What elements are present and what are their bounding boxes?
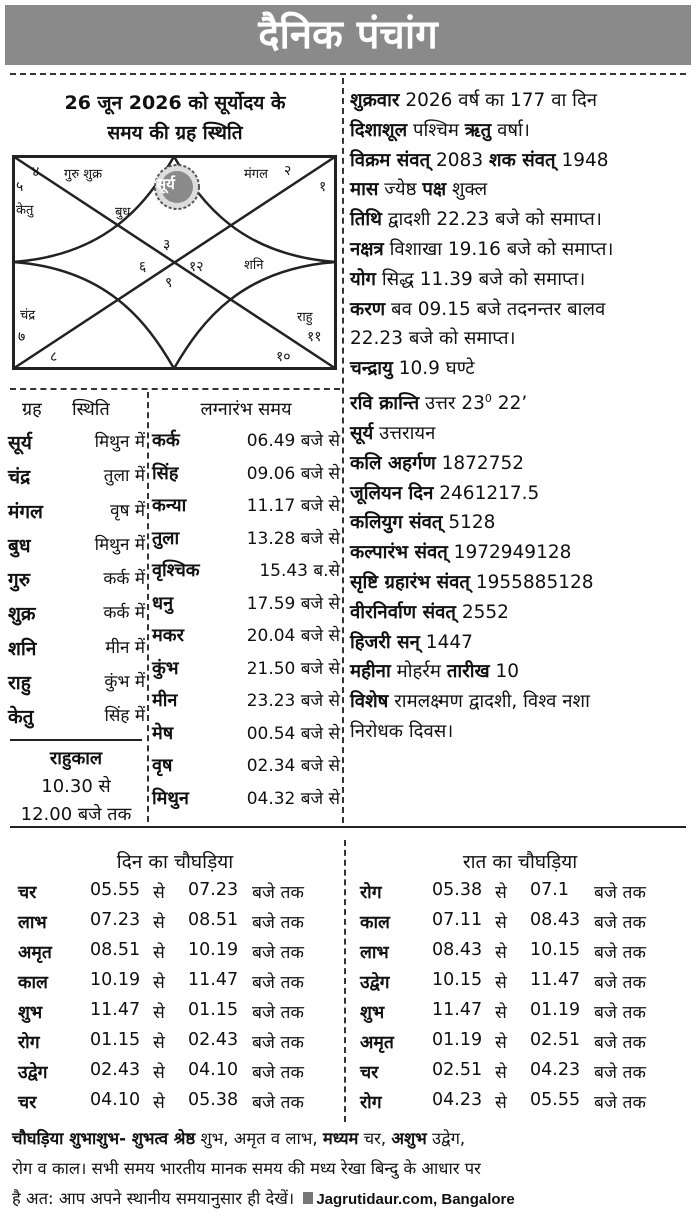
muhurat-name: रोग xyxy=(360,1093,382,1113)
se-label: से xyxy=(495,973,507,993)
start-time: 07.11 xyxy=(432,910,483,930)
day-title: दिन का चौघड़िया xyxy=(116,851,234,873)
rashi-name: धनु xyxy=(152,592,174,614)
footer-line: रोग व काल। सभी समय भारतीय मानक समय की मध्य रेखा बिन्दु के आधार पर xyxy=(12,1159,481,1178)
rashi-name: कर्क xyxy=(152,430,180,451)
graha-row xyxy=(8,596,145,630)
lagna-row xyxy=(152,685,340,718)
lagna-row xyxy=(152,490,340,523)
start-time: 07.23 xyxy=(90,910,141,930)
detail-line: जूलियन दिन 2461217.5 xyxy=(350,482,540,504)
planet-name: शनि xyxy=(8,637,37,660)
chaughadiya-row xyxy=(10,938,340,968)
graha-row xyxy=(8,528,145,562)
house-number: १२ xyxy=(189,259,204,275)
chaughadiya-row xyxy=(10,1058,340,1088)
lagna-time: 13.28 बजे से xyxy=(246,528,340,549)
planet-sign: तुला में xyxy=(103,466,145,487)
planet-label: शनि xyxy=(244,258,264,273)
detail-line: 22.23 बजे को समाप्त। xyxy=(350,328,516,350)
chaughadiya-row xyxy=(352,968,688,998)
graha-table xyxy=(8,397,145,734)
lagna-time: 06.49 बजे से xyxy=(246,431,340,451)
graha-row xyxy=(8,425,145,459)
muhurat-name: लाभ xyxy=(18,913,47,933)
start-time: 05.38 xyxy=(432,880,483,900)
lagna-time: 21.50 बजे से xyxy=(246,658,340,679)
house-number: ६ xyxy=(139,259,147,275)
planet-label: राहु xyxy=(297,310,313,325)
tak-label: बजे तक xyxy=(252,1033,304,1053)
start-time: 08.43 xyxy=(432,940,483,960)
se-label: से xyxy=(495,1003,507,1023)
detail-line: वीरनिर्वाण संवत् 2552 xyxy=(350,601,509,623)
divider xyxy=(10,826,686,828)
start-time: 04.23 xyxy=(432,1090,483,1110)
planet-sign: कर्क में xyxy=(103,569,145,590)
start-time: 01.19 xyxy=(432,1030,483,1050)
planet-name: सूर्य xyxy=(8,432,32,454)
planet-sign: मिथुन में xyxy=(94,534,145,555)
start-time: 01.15 xyxy=(90,1030,141,1050)
detail-line: सृष्टि ग्रहारंभ संवत् 1955885128 xyxy=(350,571,594,593)
footer-line: है अत: आप अपने स्थानीय समयानुसार ही देखें। Jagrutidaur.com, Bangalore xyxy=(12,1189,515,1208)
rashi-name: मीन xyxy=(152,690,178,711)
muhurat-name: रोग xyxy=(18,1033,40,1053)
tak-label: बजे तक xyxy=(252,973,304,993)
chaughadiya-row xyxy=(10,908,340,938)
lagna-time: 04.32 बजे से xyxy=(246,788,340,809)
rashi-name: कन्या xyxy=(152,495,187,516)
divider xyxy=(10,73,686,75)
lagna-time: 17.59 बजे से xyxy=(246,593,340,614)
planet-label: चंद्र xyxy=(20,308,36,323)
muhurat-name: उद्वेग xyxy=(18,1063,48,1083)
night-chaughadiya xyxy=(352,848,688,1118)
planet-label: गुरु शुक्र xyxy=(64,167,103,182)
rashi-name: मेष xyxy=(152,722,174,744)
end-time: 08.43 xyxy=(530,910,581,930)
graha-row xyxy=(8,562,145,596)
detail-line: कल्पारंभ संवत् 1972949128 xyxy=(350,542,572,564)
detail-line: शुक्रवार 2026 वर्ष का 177 वा दिन xyxy=(350,90,598,111)
lagna-row xyxy=(152,750,340,783)
detail-line: करण बव 09.15 बजे तदनन्तर बालव xyxy=(350,298,606,320)
end-time: 08.51 xyxy=(188,910,239,930)
end-time: 10.15 xyxy=(530,940,581,960)
lagna-time: 15.43 ब.से xyxy=(259,561,340,581)
chaughadiya-row xyxy=(10,1088,340,1118)
night-title: रात का चौघड़िया xyxy=(462,851,578,873)
tak-label: बजे तक xyxy=(594,973,646,993)
graha-row xyxy=(8,494,145,528)
divider xyxy=(342,78,344,823)
planet-name: मंगल xyxy=(8,500,43,523)
detail-line: कलि अहर्गण 1872752 xyxy=(350,452,525,474)
planet-label: बुध xyxy=(115,205,131,220)
end-time: 05.55 xyxy=(530,1090,581,1110)
se-label: से xyxy=(153,1063,165,1083)
chaughadiya-row xyxy=(10,1028,340,1058)
start-time: 10.15 xyxy=(432,970,483,990)
footer xyxy=(12,1124,688,1215)
detail-line: महीना मोहर्रम तारीख 10 xyxy=(350,661,520,683)
chaughadiya-row xyxy=(352,878,688,908)
se-label: से xyxy=(153,883,165,903)
divider xyxy=(147,392,149,822)
tak-label: बजे तक xyxy=(594,1093,646,1113)
planet-name: बुध xyxy=(8,534,31,557)
planet-sign: कुंभ में xyxy=(104,672,145,693)
detail-line: योग सिद्ध 11.39 बजे को समाप्त। xyxy=(350,268,586,290)
chaughadiya-row xyxy=(352,998,688,1028)
end-time: 04.23 xyxy=(530,1060,581,1080)
tak-label: बजे तक xyxy=(594,1003,646,1023)
tak-label: बजे तक xyxy=(594,1033,646,1053)
detail-line: विक्रम संवत् 2083 शक संवत् 1948 xyxy=(350,149,609,171)
house-number: ११ xyxy=(307,329,322,345)
detail-line: सूर्य उत्तरायन xyxy=(350,422,436,444)
divider xyxy=(10,739,142,741)
start-time: 04.10 xyxy=(90,1090,141,1110)
end-time: 02.43 xyxy=(188,1030,239,1050)
planet-sign: मीन में xyxy=(105,637,145,658)
tak-label: बजे तक xyxy=(252,883,304,903)
chaughadiya-row xyxy=(10,998,340,1028)
muhurat-name: उद्वेग xyxy=(360,973,390,993)
chaughadiya-row xyxy=(10,878,340,908)
detail-line: चन्द्रायु 10.9 घण्टे xyxy=(350,358,475,380)
muhurat-name: अमृत xyxy=(18,943,52,963)
house-number: १० xyxy=(276,349,291,365)
house-number: ९ xyxy=(165,275,173,291)
graha-row xyxy=(8,699,145,733)
house-number: ७ xyxy=(18,329,26,345)
muhurat-name: लाभ xyxy=(360,943,389,963)
planet-label: मंगल xyxy=(244,167,268,182)
rashi-name: वृश्चिक xyxy=(152,560,200,581)
chart-heading xyxy=(10,88,340,148)
day-chaughadiya xyxy=(10,848,340,1118)
end-time: 02.51 xyxy=(530,1030,581,1050)
lagna-time: 00.54 बजे से xyxy=(246,723,340,744)
detail-line: दिशाशूल पश्चिम ऋतु वर्षा। xyxy=(350,119,530,141)
detail-line: तिथि द्वादशी 22.23 बजे को समाप्त। xyxy=(350,209,602,231)
lagna-time: 02.34 बजे से xyxy=(246,756,340,776)
graha-row xyxy=(8,459,145,493)
lagna-time: 09.06 बजे से xyxy=(246,463,340,484)
se-label: से xyxy=(495,1063,507,1083)
se-label: से xyxy=(495,943,507,963)
house-number: ३ xyxy=(163,237,171,253)
planet-name: केतु xyxy=(8,706,34,729)
se-label: से xyxy=(495,1033,507,1053)
muhurat-name: चर xyxy=(18,883,37,903)
start-time: 05.55 xyxy=(90,880,141,900)
rahukaal-time: 12.00 बजे तक xyxy=(20,804,132,825)
end-time: 04.10 xyxy=(188,1060,239,1080)
rashi-name: तुला xyxy=(152,527,180,549)
square-icon xyxy=(303,1192,313,1204)
planet-name: चंद्र xyxy=(8,466,31,489)
lagna-row xyxy=(152,555,340,588)
lagna-row xyxy=(152,718,340,751)
start-time: 08.51 xyxy=(90,940,141,960)
chaughadiya-row xyxy=(352,1058,688,1088)
rahukaal-box xyxy=(10,745,142,829)
kundli-labels xyxy=(12,155,337,370)
chart-heading-line: समय की ग्रह स्थिति xyxy=(107,122,243,144)
rahukaal-time: 10.30 से xyxy=(41,776,111,797)
end-time: 07.23 xyxy=(188,880,239,900)
panchang-details xyxy=(350,86,690,747)
planet-name: राहु xyxy=(8,672,31,695)
se-label: से xyxy=(153,973,165,993)
se-label: से xyxy=(153,1003,165,1023)
chaughadiya-row xyxy=(352,1088,688,1118)
se-label: से xyxy=(153,1033,165,1053)
detail-line: हिजरी सन् 1447 xyxy=(350,631,473,653)
house-number: ४ xyxy=(32,164,40,180)
house-number: ५ xyxy=(16,179,24,195)
start-time: 11.47 xyxy=(90,1000,141,1020)
tak-label: बजे तक xyxy=(594,943,646,963)
end-time: 11.47 xyxy=(188,970,239,990)
se-label: से xyxy=(153,1093,165,1113)
se-label: से xyxy=(495,1093,507,1113)
tak-label: बजे तक xyxy=(252,1003,304,1023)
start-time: 02.43 xyxy=(90,1060,141,1080)
chart-heading-line: 26 जून 2026 को सूर्योदय के xyxy=(64,92,286,114)
tak-label: बजे तक xyxy=(594,913,646,933)
muhurat-name: अमृत xyxy=(360,1033,394,1053)
rashi-name: कुंभ xyxy=(152,657,179,679)
planet-label: सूर्य xyxy=(156,175,175,193)
lagna-row xyxy=(152,588,340,621)
planet-sign: मिथुन में xyxy=(94,432,145,452)
rashi-name: मकर xyxy=(152,625,184,646)
detail-line: रवि क्रान्ति उत्तर $23^0$ 22’ xyxy=(350,391,528,415)
planet-name: गुरु xyxy=(8,569,31,592)
se-label: से xyxy=(495,883,507,903)
lagna-row xyxy=(152,620,340,653)
rashi-name: सिंह xyxy=(152,462,179,484)
planet-label: केतु xyxy=(16,203,34,218)
detail-line: कलियुग संवत् 5128 xyxy=(350,512,496,534)
graha-row xyxy=(8,631,145,665)
rahukaal-title: राहुकाल xyxy=(49,748,103,769)
se-label: से xyxy=(153,913,165,933)
start-time: 11.47 xyxy=(432,1000,483,1020)
se-label: से xyxy=(495,913,507,933)
planet-sign: कर्क में xyxy=(103,603,145,624)
detail-line: विशेष रामलक्ष्मण द्वादशी, विश्व नशा xyxy=(350,691,590,713)
tak-label: बजे तक xyxy=(594,1063,646,1083)
house-number: २ xyxy=(284,163,292,179)
end-time: 01.19 xyxy=(530,1000,581,1020)
detail-line: मास ज्येष्ठ पक्ष शुक्ल xyxy=(350,179,488,201)
lagna-row xyxy=(152,653,340,686)
lagna-time: 23.23 बजे से xyxy=(246,691,340,711)
chaughadiya-row xyxy=(352,938,688,968)
muhurat-name: चर xyxy=(18,1093,37,1113)
tak-label: बजे तक xyxy=(594,883,646,903)
start-time: 10.19 xyxy=(90,970,141,990)
se-label: से xyxy=(153,943,165,963)
tak-label: बजे तक xyxy=(252,1063,304,1083)
muhurat-name: काल xyxy=(360,913,390,933)
chaughadiya-row xyxy=(10,968,340,998)
page-title: दैनिक पंचांग xyxy=(5,5,691,65)
muhurat-name: शुभ xyxy=(18,1003,43,1023)
graha-header: ग्रह स्थिति xyxy=(22,399,110,420)
muhurat-name: काल xyxy=(18,973,48,993)
muhurat-name: रोग xyxy=(360,883,382,903)
chaughadiya-row xyxy=(352,1028,688,1058)
lagna-row xyxy=(152,425,340,458)
planet-name: शुक्र xyxy=(8,603,36,626)
house-number: ८ xyxy=(50,349,58,365)
end-time: 05.38 xyxy=(188,1090,239,1110)
muhurat-name: चर xyxy=(360,1063,379,1083)
credit: Jagrutidaur.com, Bangalore xyxy=(316,1191,515,1208)
tak-label: बजे तक xyxy=(252,943,304,963)
start-time: 02.51 xyxy=(432,1060,483,1080)
lagna-table xyxy=(152,397,340,815)
end-time: 10.19 xyxy=(188,940,239,960)
lagna-row xyxy=(152,523,340,556)
tak-label: बजे तक xyxy=(252,913,304,933)
detail-line: निरोधक दिवस। xyxy=(350,720,454,742)
rashi-name: मिथुन xyxy=(152,787,189,809)
tak-label: बजे तक xyxy=(252,1093,304,1113)
muhurat-name: शुभ xyxy=(360,1003,385,1023)
graha-row xyxy=(8,665,145,699)
house-number: १ xyxy=(319,179,327,195)
planet-sign: वृष में xyxy=(110,500,145,521)
divider xyxy=(10,388,340,390)
divider xyxy=(344,840,346,1122)
rashi-name: वृष xyxy=(152,755,173,776)
detail-line: नक्षत्र विशाखा 19.16 बजे को समाप्त। xyxy=(350,238,614,260)
end-time: 07.1 xyxy=(530,880,569,900)
lagna-time: 20.04 बजे से xyxy=(246,626,340,646)
footer-line: चौघड़िया शुभाशुभ- शुभत्व श्रेष्ठ शुभ, अमृत व लाभ, मध्यम चर, अशुभ उद्वेग, xyxy=(12,1129,466,1148)
lagna-time: 11.17 बजे से xyxy=(246,496,340,516)
lagna-row xyxy=(152,458,340,491)
end-time: 01.15 xyxy=(188,1000,239,1020)
chaughadiya-row xyxy=(352,908,688,938)
planet-sign: सिंह में xyxy=(104,706,145,727)
end-time: 11.47 xyxy=(530,970,581,990)
lagna-row xyxy=(152,783,340,816)
lagna-title: लग्नारंभ समय xyxy=(200,399,292,420)
